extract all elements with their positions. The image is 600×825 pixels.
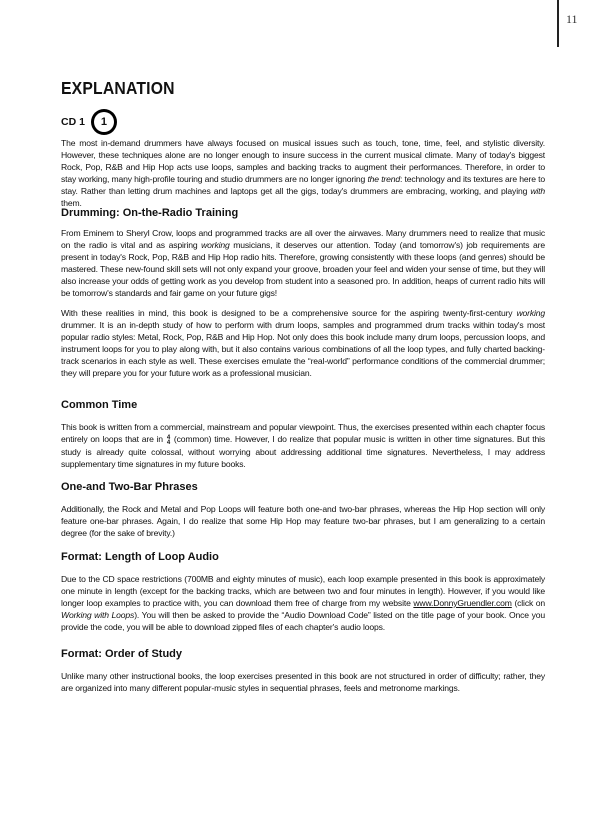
page-edge-rule: [557, 0, 559, 47]
loop-audio-paragraph: Due to the CD space restrictions (700MB and eighty minutes of music), each loop example presented in this book is approximately one minute in length (except for the backing tracks, which are between two and four minutes in length). However, if you would like longer loop examples to practice with, you can download them free of charge from my website www.DonnyGruendler.com (click on Working with Loops). You will then be asked to provide the “Audio Download Code” listed on the title page of your book. Once you provide the code, you will be able to download zipped files of each chapter's audio loops.: [61, 574, 546, 632]
cd-label: CD 1: [61, 116, 85, 128]
order-section: [61, 648, 545, 694]
section-heading-order: Format: Order of Study: [61, 648, 183, 660]
page-number: 11: [566, 12, 578, 26]
common-time-paragraph: This book is written from a commercial, mainstream and popular viewpoint. Thus, the exercises presented within each chapter focus entirely on loops that are in 4 4 (common) time. However, I do realize that popular music is written in other time signatures. But this study is already quite colossal, without worrying about addressing additional time signatures. Nevertheless, I may address supplementary time signatures in my future books.: [61, 422, 545, 469]
phrases-paragraph: Additionally, the Rock and Metal and Pop Loops will feature both one-and two-bar phrases, whereas the Hip Hop section will only feature one-bar phrases. Again, I do realize that some Hip Hop may feature two-bar phrases, but I am generalizing to a certain degree (for the sake of brevity.): [61, 504, 545, 538]
section-heading-loop-audio: Format: Length of Loop Audio: [61, 551, 219, 563]
page-title: EXPLANATION: [61, 78, 175, 98]
drumming-paragraph-2: With these realities in mind, this book is designed to be a comprehensive source for the aspiring twenty-first-century working drummer. It is an in-depth study of how to perform with drum loops, samples and programmed drum tracks within today's most popular radio styles: Metal, Rock, Pop, R&B and Hip Hop. Not only does this book include many drum loops, percussion loops, and instrument loops for you to play along with, but it also contains various combinations of all the loop types, and fully charted backing-track scenarios in each style as well. These exercises emulate the “real-world” performance conditions of the commercial drummer; they will prepare you for your future work as a professional musician.: [61, 308, 545, 378]
cd-track-number: 1: [94, 112, 114, 132]
phrases-section: [61, 481, 545, 539]
section-heading-drumming: Drumming: On-the-Radio Training: [61, 207, 239, 219]
drumming-paragraph-1: From Eminem to Sheryl Crow, loops and programmed tracks are all over the airwaves. Many drummers need to realize that music on the radio is vital and as aspiring working musicians, it deserves our attention. Today (and tomorrow's) job requirements are present in today's Rock, Pop, R&B and Hip Hop radio hits. Therefore, growing consistently with these loops (and genres) should be mastered. These new-found skill sets will not only expand your groove, broaden your feel and widen your sense of time, but they will also increase your odds of getting work as you develop from student into a seasoned pro. In addition, heaps of current radio hits will be tomorrow's standards and fair game on your future gigs!: [61, 228, 546, 298]
intro-section: [61, 137, 545, 209]
cd-track-icon: [91, 109, 117, 135]
section-heading-common-time: Common Time: [61, 399, 138, 411]
common-time-section: [61, 399, 545, 470]
intro-paragraph: The most in-demand drummers have always focused on musical issues such as touch, tone, time, feel, and stylistic diversity. However, these techniques alone are no longer enough to insure success in the current musical climate. Many of today's biggest Rock, Pop, R&B and Hip Hop acts use loops, samples and backing tracks to augment their performances. Therefore, in order to stay working, many high-profile touring and studio drummers are no longer ignoring the trend: technology and its textures are here to stay. Rather than letting drum machines and laptops get all the gigs, today's drummers are embracing, working, and playing with them.: [61, 138, 545, 208]
loop-audio-section: [61, 551, 545, 633]
order-paragraph: Unlike many other instructional books, the loop exercises presented in this book are not structured in order of difficulty; rather, they are organized into many different popular-music styles in sequential phrases, feels and metronome markings.: [61, 671, 545, 693]
website-link[interactable]: www.DonnyGruendler.com: [413, 598, 512, 608]
drumming-section: [61, 207, 545, 379]
section-heading-phrases: One-and Two-Bar Phrases: [61, 481, 198, 493]
time-signature-icon: 4 4: [166, 435, 170, 446]
cd-track-indicator: [61, 108, 545, 136]
page-content: [61, 78, 546, 693]
